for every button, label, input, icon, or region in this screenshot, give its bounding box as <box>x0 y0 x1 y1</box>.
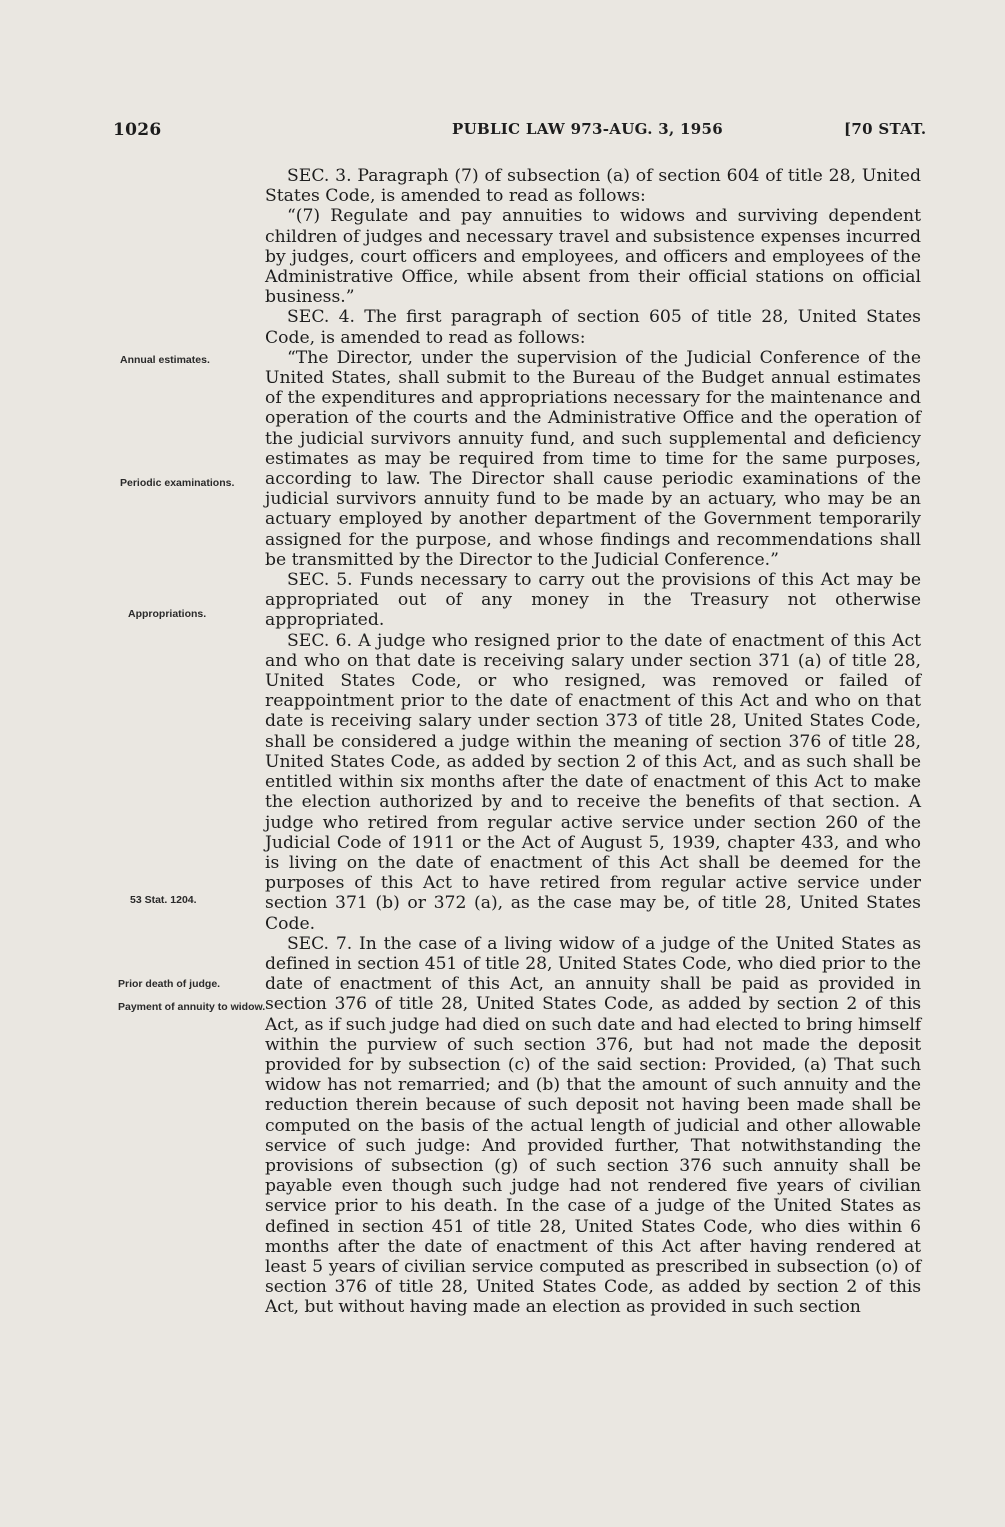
margin-note-stat-ref: 53 Stat. 1204. <box>130 894 197 906</box>
paragraph-sec4-quote: “The Director, under the supervision of the Judicial Conference of the United States, shall submit to the Bureau of the Budget annual estimates of the expenditures and appropriations necessary for the maintenance and operation of the courts and the Administrative Office and the operation of the judicial survivors annuity fund, and such supplemental and deficiency estimates as may be required from time to time for the same purposes, according to law. The Director shall cause periodic examinations of the judicial survivors annuity fund to be made by an actuary, who may be an actuary employed by another department of the Government temporarily assigned for the purpose, and whose findings and recommendations shall be transmitted by the Director to the Judicial Conference.” <box>265 347 921 570</box>
paragraph-sec5: SEC. 5. Funds necessary to carry out the provisions of this Act may be appropriated out of any money in the Treasury not otherwise appropriated. <box>265 570 921 631</box>
running-title: PUBLIC LAW 973-AUG. 3, 1956 <box>452 120 723 138</box>
paragraph-sec3: SEC. 3. Paragraph (7) of subsection (a) of section 604 of title 28, United States Code, is amended to read as follows: <box>265 166 921 207</box>
margin-note-periodic-examinations: Periodic examinations. <box>120 477 235 489</box>
margin-note-annual-estimates: Annual estimates. <box>120 354 210 366</box>
margin-note-payment-annuity: Payment of annuity to widow. <box>118 1001 266 1013</box>
paragraph-sec7: SEC. 7. In the case of a living widow of a judge of the United States as defined in section 451 of title 28, United States Code, who died prior to the date of enactment of this Act, an annuity shall be paid as provided in section 376 of title 28, United States Code, as added by section 2 of this Act, as if such judge had died on such date and had elected to bring himself within the purview of such section 376, but had not made the deposit provided for by subsection (c) of the said section: Provided, (a) That such widow has not remarried; and (b) that the amount of such annuity and the reduction therein because of such deposit not having been made shall be computed on the basis of the actual length of judicial and other allowable service of such judge: And provided further, That notwithstanding the provisions of subsection (g) of such section 376 such annuity shall be payable even though such judge had not rendered five years of civilian service prior to his death. In the case of a judge of the United States as defined in section 451 of title 28, United States Code, who dies within 6 months after the date of enactment of this Act after having rendered at least 5 years of civilian service computed as prescribed in subsection (o) of section 376 of title 28, United States Code, as added by section 2 of this Act, but without having made an election as provided in such section <box>265 933 921 1318</box>
paragraph-sec6: SEC. 6. A judge who resigned prior to the date of enactment of this Act and who on that date is receiving salary under section 371 (a) of title 28, United States Code, or who resigned, was removed or failed of reappointment prior to the date of enactment of this Act and who on that date is receiving salary under section 373 of title 28, United States Code, shall be considered a judge within the meaning of section 376 of title 28, United States Code, as added by section 2 of this Act, and as such shall be entitled within six months after the date of enactment of this Act to make the election authorized by and to receive the benefits of that section. A judge who retired from regular active service under section 260 of the Judicial Code of 1911 or the Act of August 5, 1939, chapter 433, and who is living on the date of enactment of this Act shall be deemed for the purposes of this Act to have retired from regular active service under section 371 (b) or 372 (a), as the case may be, of title 28, United States Code. <box>265 630 921 934</box>
document-body <box>265 166 921 1318</box>
paragraph-sec3-quote: “(7) Regulate and pay annuities to widows and surviving dependent children of judges and necessary travel and subsistence expenses incurred by judges, court officers and employees, and officers and employees of the Administrative Office, while absent from their official stations on official business.” <box>265 206 921 308</box>
margin-note-prior-death: Prior death of judge. <box>118 978 221 990</box>
paragraph-sec4: SEC. 4. The first paragraph of section 605 of title 28, United States Code, is amended to read as follows: <box>265 307 921 348</box>
margin-note-appropriations: Appropriations. <box>128 608 207 620</box>
statute-volume: [70 STAT. <box>844 120 927 138</box>
page-number: 1026 <box>113 120 162 140</box>
